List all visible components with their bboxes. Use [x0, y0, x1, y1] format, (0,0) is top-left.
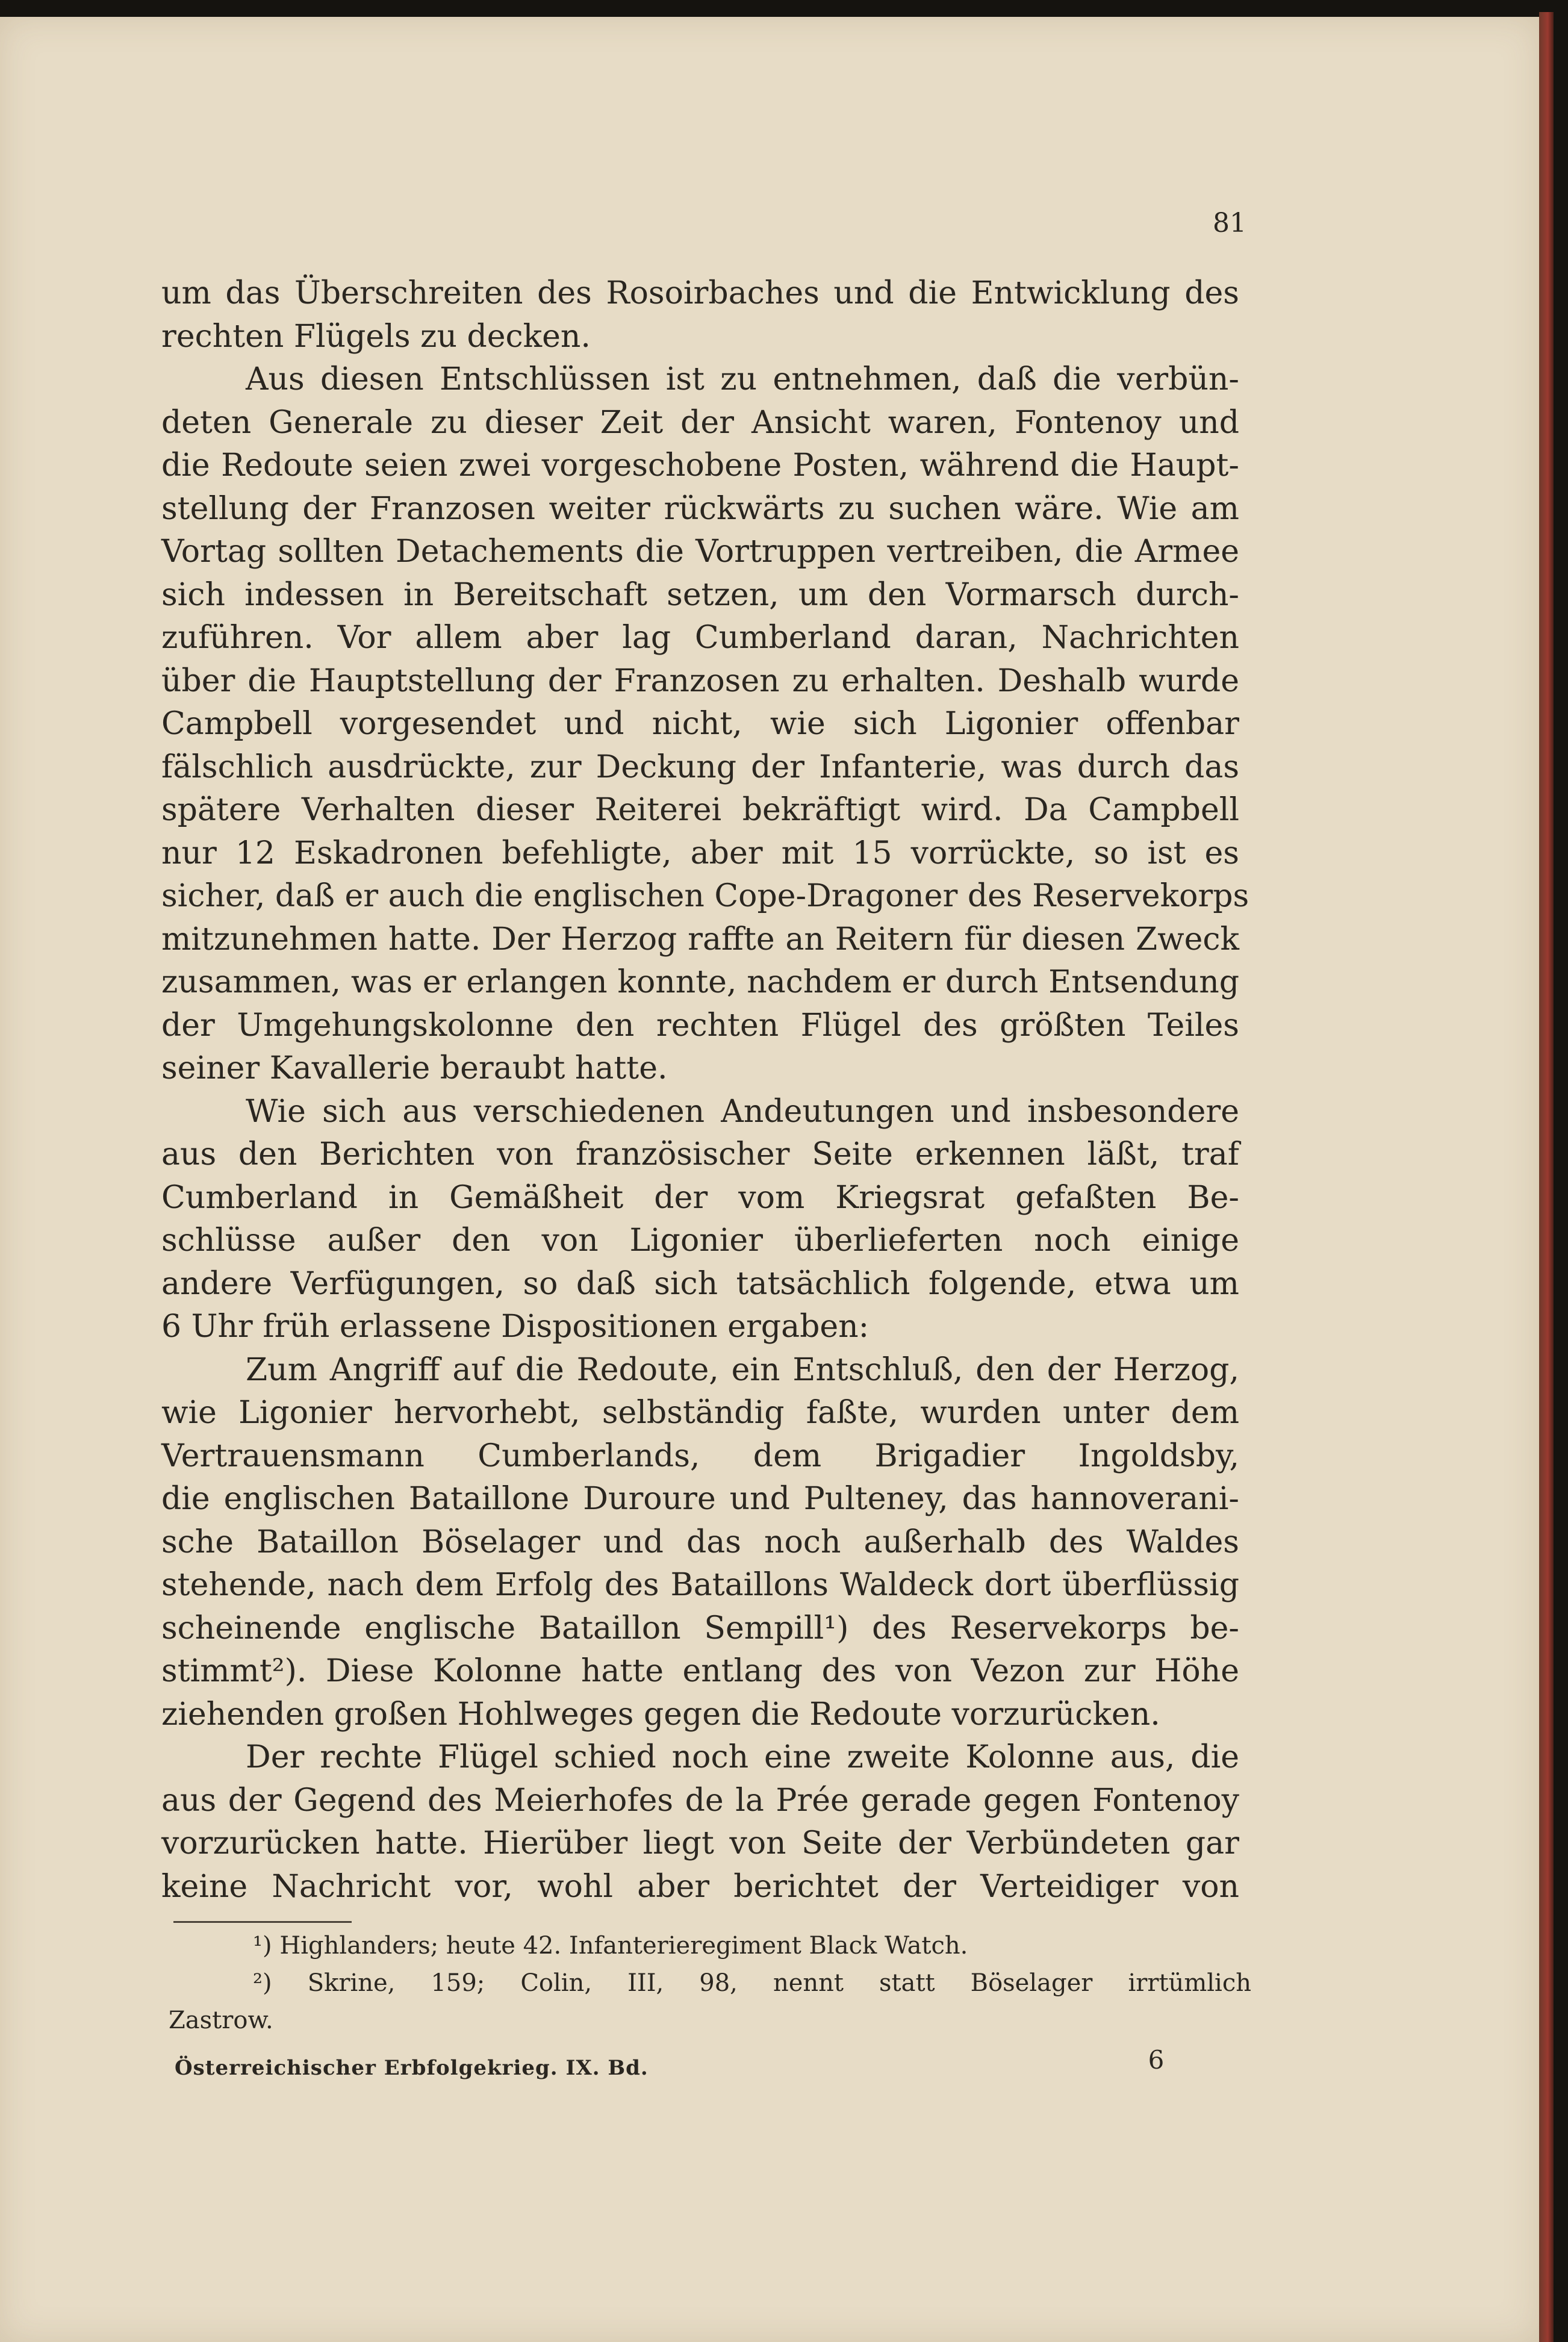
text-line: sicher, daß er auch die englischen Cope-Dragoner des Reservekorps [161, 878, 1249, 914]
text-line: schlüsse außer den von Ligonier überlieferten noch einige [161, 1222, 1239, 1259]
text-line: der Umgehungskolonne den rechten Flügel des größten Teiles [161, 1007, 1239, 1044]
body-text [161, 272, 1249, 1908]
text-line: Vertrauensmann Cumberlands, dem Brigadier Ingoldsby, [161, 1437, 1239, 1474]
text-line: scheinende englische Bataillon Sempill¹) des Reservekorps be- [161, 1610, 1239, 1646]
text-line: keine Nachricht vor, wohl aber berichtet der Verteidiger von [161, 1868, 1239, 1905]
text-line: deten Generale zu dieser Zeit der Ansicht waren, Fontenoy und [161, 404, 1239, 441]
text-line: Vortag sollten Detachements die Vortruppen vertreiben, die Armee [161, 534, 1239, 570]
page-number: 81 [1213, 208, 1246, 238]
text-line: andere Verfügungen, so daß sich tatsächlich folgende, etwa um [161, 1265, 1239, 1302]
page-edge [1539, 12, 1554, 2342]
text-line: mitzunehmen hatte. Der Herzog raffte an Reitern für diesen Zweck [161, 921, 1239, 958]
text-line: Zum Angriff auf die Redoute, ein Entschluß, den der Herzog, [246, 1351, 1239, 1388]
text-line: die Redoute seien zwei vorgeschobene Posten, während die Haupt- [161, 447, 1239, 484]
footnote-line: ²) Skrine, 159; Colin, III, 98, nennt statt Böselager irrtümlich [253, 1969, 1251, 1997]
text-line: wie Ligonier hervorhebt, selbständig faßte, wurden unter dem [161, 1395, 1239, 1431]
text-line: stehende, nach dem Erfolg des Bataillons Waldeck dort überflüssig [161, 1567, 1239, 1603]
text-line: spätere Verhalten dieser Reiterei bekräftigt wird. Da Campbell [161, 792, 1239, 828]
text-line: aus den Berichten von französischer Seite erkennen läßt, traf [161, 1136, 1239, 1173]
text-line: zusammen, was er erlangen konnte, nachdem er durch Entsendung [161, 964, 1239, 1000]
footnote-line: Zastrow. [169, 2007, 273, 2034]
text-line: rechten Flügels zu decken. [161, 318, 591, 355]
text-line: stellung der Franzosen weiter rückwärts zu suchen wäre. Wie am [161, 490, 1239, 527]
text-line: ziehenden großen Hohlweges gegen die Redoute vorzurücken. [161, 1696, 1160, 1733]
footnote-line: ¹) Highlanders; heute 42. Infanterieregiment Black Watch. [253, 1932, 968, 1960]
text-line: nur 12 Eskadronen befehligte, aber mit 15 vorrückte, so ist es [161, 835, 1239, 871]
signature-mark: 6 [1148, 2045, 1165, 2075]
text-line: Aus diesen Entschlüssen ist zu entnehmen, daß die verbün- [246, 361, 1239, 397]
text-line: stimmt²). Diese Kolonne hatte entlang des von Vezon zur Höhe [161, 1653, 1239, 1689]
text-line: die englischen Bataillone Duroure und Pulteney, das hannoverani- [161, 1481, 1239, 1517]
text-line: Campbell vorgesendet und nicht, wie sich Ligonier offenbar [161, 706, 1239, 742]
text-line: Wie sich aus verschiedenen Andeutungen und insbesondere [246, 1093, 1239, 1130]
text-line: fälschlich ausdrückte, zur Deckung der Infanterie, was durch das [161, 749, 1239, 785]
text-line: seiner Kavallerie beraubt hatte. [161, 1050, 668, 1086]
text-line: über die Hauptstellung der Franzosen zu erhalten. Deshalb wurde [161, 662, 1239, 699]
text-line: Cumberland in Gemäßheit der vom Kriegsrat gefaßten Be- [161, 1179, 1239, 1216]
text-line: aus der Gegend des Meierhofes de la Prée gerade gegen Fontenoy [161, 1782, 1239, 1819]
text-line: um das Überschreiten des Rosoirbaches und die Entwicklung des [161, 275, 1239, 311]
text-line: Der rechte Flügel schied noch eine zweite Kolonne aus, die [246, 1739, 1239, 1775]
text-line: sche Bataillon Böselager und das noch außerhalb des Waldes [161, 1524, 1239, 1560]
text-line: 6 Uhr früh erlassene Dispositionen ergaben: [161, 1309, 870, 1345]
text-line: vorzurücken hatte. Hierüber liegt von Seite der Verbündeten gar [161, 1825, 1239, 1861]
footnote-rule [173, 1921, 352, 1923]
footnotes [169, 1927, 1251, 2039]
text-line: sich indessen in Bereitschaft setzen, um den Vormarsch durch- [161, 576, 1239, 613]
series-title: Österreichischer Erbfolgekrieg. IX. Bd. [175, 2056, 649, 2080]
text-line: zuführen. Vor allem aber lag Cumberland daran, Nachrichten [161, 620, 1239, 656]
